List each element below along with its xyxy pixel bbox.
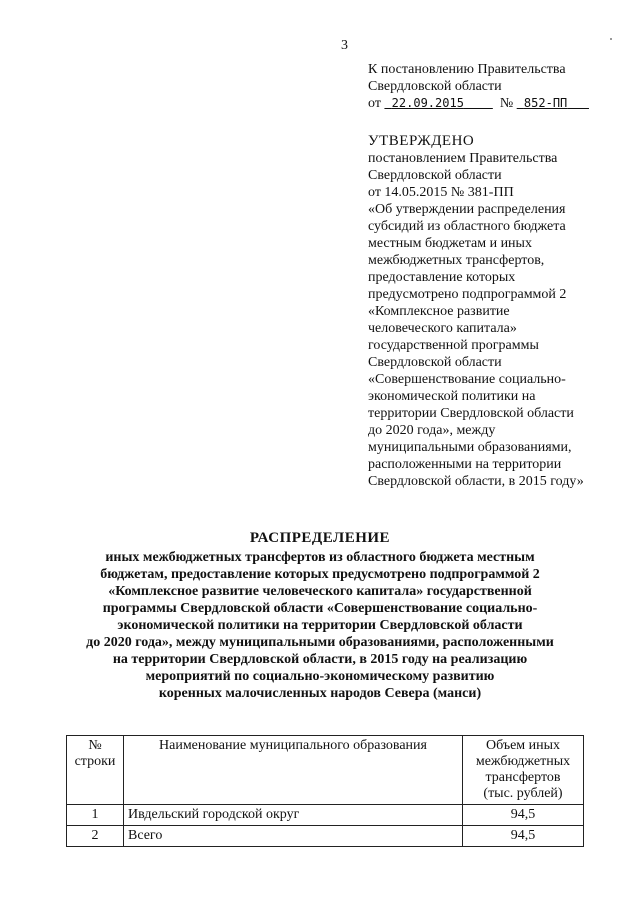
row-number-cell: 2 xyxy=(67,826,124,847)
approval-heading: УТВЕРЖДЕНО xyxy=(368,133,475,149)
subtitle-line: программы Свердловской области «Совершенствование социально- xyxy=(102,601,538,616)
approval-line: предоставление которых xyxy=(368,270,516,285)
subtitle-line: «Комплексное развитие человеческого капитала» государственной xyxy=(108,584,532,599)
reference-block xyxy=(368,61,618,112)
header-transfer-volume: Объем иных межбюджетных трансфертов (тыс. рублей) xyxy=(463,736,584,805)
from-label: от xyxy=(368,96,381,111)
transfer-volume-cell: 94,5 xyxy=(463,826,584,847)
approval-line: территории Свердловской области xyxy=(368,406,574,421)
approval-line: экономической политики на xyxy=(368,389,536,404)
approval-line: «Совершенствование социально- xyxy=(368,372,566,387)
row-number-cell: 1 xyxy=(67,805,124,826)
subtitle-line: на территории Свердловской области, в 2015 году на реализацию xyxy=(112,652,528,667)
document-title: РАСПРЕДЕЛЕНИЕ xyxy=(249,530,391,546)
approval-block xyxy=(368,133,628,490)
number-label: № xyxy=(499,96,514,111)
subtitle-line: иных межбюджетных трансфертов из областного бюджета местным xyxy=(105,550,535,565)
approval-line: расположенными на территории xyxy=(368,457,562,472)
subtitle-line: до 2020 года», между муниципальными образованиями, расположенными xyxy=(86,635,554,650)
subtitle-line: мероприятий по социально-экономическому развитию xyxy=(145,669,495,684)
subtitle-line: бюджетам, предоставление которых предусмотрено подпрограммой 2 xyxy=(100,567,540,582)
municipality-name-cell: Всего xyxy=(124,826,463,847)
approval-line: государственной программы xyxy=(368,338,539,353)
approval-line: муниципальными образованиями, xyxy=(368,440,572,455)
approval-line: межбюджетных трансфертов, xyxy=(368,253,545,268)
approval-line: от 14.05.2015 № 381-ПП xyxy=(368,185,514,200)
approval-line: местным бюджетам и иных xyxy=(368,236,532,251)
approval-line: «Об утверждении распределения xyxy=(368,202,566,217)
reference-date-line xyxy=(368,95,618,112)
reference-line-2: Свердловской области xyxy=(368,79,502,94)
transfer-volume-cell: 94,5 xyxy=(463,805,584,826)
approval-line: субсидий из областного бюджета xyxy=(368,219,566,234)
approval-line: до 2020 года», между xyxy=(368,423,496,438)
subtitle-line: экономической политики на территории Свердловской области xyxy=(117,618,523,633)
table-row xyxy=(67,805,584,826)
approval-line: Свердловской области xyxy=(368,355,502,370)
municipality-name-cell: Ивдельский городской округ xyxy=(124,805,463,826)
approval-line: человеческого капитала» xyxy=(368,321,517,336)
approval-line: предусмотрено подпрограммой 2 xyxy=(368,287,567,302)
resolution-date: 22.09.2015 xyxy=(391,96,464,110)
subtitle-line: коренных малочисленных народов Севера (манси) xyxy=(158,686,482,701)
distribution-table xyxy=(66,735,584,847)
title-block xyxy=(60,530,580,702)
resolution-number: 852-ПП xyxy=(523,96,568,110)
approval-line: Свердловской области xyxy=(368,168,502,183)
approval-line: «Комплексное развитие xyxy=(368,304,510,319)
page-number: 3 xyxy=(341,38,348,53)
approval-line: постановлением Правительства xyxy=(368,151,558,166)
reference-line-1: К постановлению Правительства xyxy=(368,62,566,77)
approval-line: Свердловской области, в 2015 году» xyxy=(368,474,584,489)
scan-speck xyxy=(610,38,612,40)
header-municipality-name: Наименование муниципального образования xyxy=(124,736,463,805)
header-row-number: № строки xyxy=(67,736,124,805)
table-header-row xyxy=(67,736,584,805)
table-row xyxy=(67,826,584,847)
